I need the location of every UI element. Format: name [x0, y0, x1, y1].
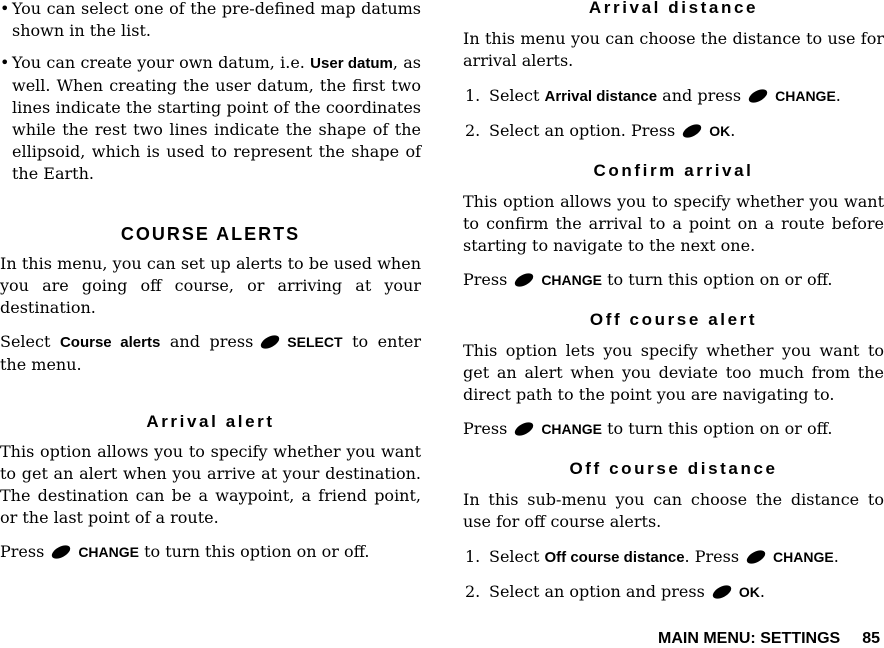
- arrival-alert-body: This option allows you to specify whether you want to get an alert when you arrive at your destination. The destination can be a waypoint, a friend point, or the last point of a route.: [0, 442, 421, 527]
- bullet-user-datum: • You can create your own datum, i.e. User datum, as well. When creating the user datum, the first two lines indicate the starting point of the coordinates while the rest two lines indicate the shape of the ellipsoid, which is used to represent the shape of the Earth.: [0, 53, 422, 183]
- off-course-alert-press: Press CHANGE to turn this option on or off.: [463, 419, 833, 438]
- page-number: 85: [862, 630, 880, 647]
- select-key-label: SELECT: [287, 334, 343, 350]
- softkey-icon: [259, 334, 281, 350]
- off-course-distance-step-2: 2. Select an option and press OK.: [465, 582, 765, 601]
- softkey-icon: [745, 549, 767, 565]
- softkey-icon: [711, 584, 733, 600]
- arrival-distance-body: In this menu you can choose the distance to use for arrival alerts.: [463, 29, 884, 70]
- change-key-label: CHANGE: [773, 549, 834, 565]
- bullet-icon: •: [0, 0, 10, 18]
- user-datum-label: User datum: [310, 55, 393, 72]
- ok-key-label: OK: [709, 123, 731, 139]
- arrival-alert-heading: Arrival alert: [146, 412, 275, 431]
- footer-section-title: MAIN MENU: SETTINGS: [657, 630, 841, 647]
- arrival-distance-label: Arrival distance: [544, 88, 658, 105]
- off-course-distance-heading: Off course distance: [569, 459, 778, 478]
- confirm-arrival-heading: Confirm arrival: [593, 161, 754, 180]
- left-column: [0, 0, 421, 563]
- bullet-predefined-datums: • You can select one of the pre-defined map datums shown in the list.: [0, 0, 421, 40]
- page-footer: [658, 630, 880, 648]
- change-key-label: CHANGE: [541, 272, 602, 288]
- confirm-arrival-press: Press CHANGE to turn this option on or off.: [463, 270, 833, 289]
- change-key-label: CHANGE: [541, 421, 602, 437]
- softkey-icon: [747, 88, 769, 104]
- off-course-alert-heading: Off course alert: [589, 310, 758, 329]
- course-alerts-intro: In this menu, you can set up alerts to be used when you are going off course, or arriving at your destination.: [0, 254, 421, 317]
- softkey-icon: [50, 544, 72, 560]
- arrival-alert-press: Press CHANGE to turn this option on or off.: [0, 542, 370, 561]
- off-course-distance-step-1: 1. Select Off course distance. Press CHANGE.: [465, 547, 839, 566]
- arrival-distance-step-1: 1. Select Arrival distance and press CHANGE.: [465, 86, 841, 105]
- arrival-distance-heading: Arrival distance: [588, 0, 759, 17]
- arrival-distance-step-2: 2. Select an option. Press OK.: [465, 121, 736, 140]
- softkey-icon: [681, 123, 703, 139]
- off-course-distance-body: In this sub-menu you can choose the distance to use for off course alerts.: [463, 490, 884, 531]
- course-alerts-heading: COURSE ALERTS: [120, 224, 301, 244]
- course-alerts-label: Course alerts: [59, 334, 161, 351]
- softkey-icon: [513, 421, 535, 437]
- confirm-arrival-body: This option allows you to specify whether you want to confirm the arrival to a point on a route before starting to navigate to the next one.: [463, 192, 884, 255]
- off-course-alert-body: This option lets you specify whether you want to get an alert when you deviate too much from the direct path to the point you are navigating to.: [463, 341, 884, 404]
- softkey-icon: [513, 272, 535, 288]
- change-key-label: CHANGE: [775, 88, 836, 104]
- select-course-alerts-para: Select Course alerts and press SELECT to enter the menu.: [0, 332, 421, 374]
- change-key-label: CHANGE: [78, 544, 139, 560]
- ok-key-label: OK: [738, 584, 760, 600]
- right-column: [463, 0, 884, 603]
- bullet-icon: •: [0, 53, 10, 72]
- off-course-distance-label: Off course distance: [544, 549, 685, 566]
